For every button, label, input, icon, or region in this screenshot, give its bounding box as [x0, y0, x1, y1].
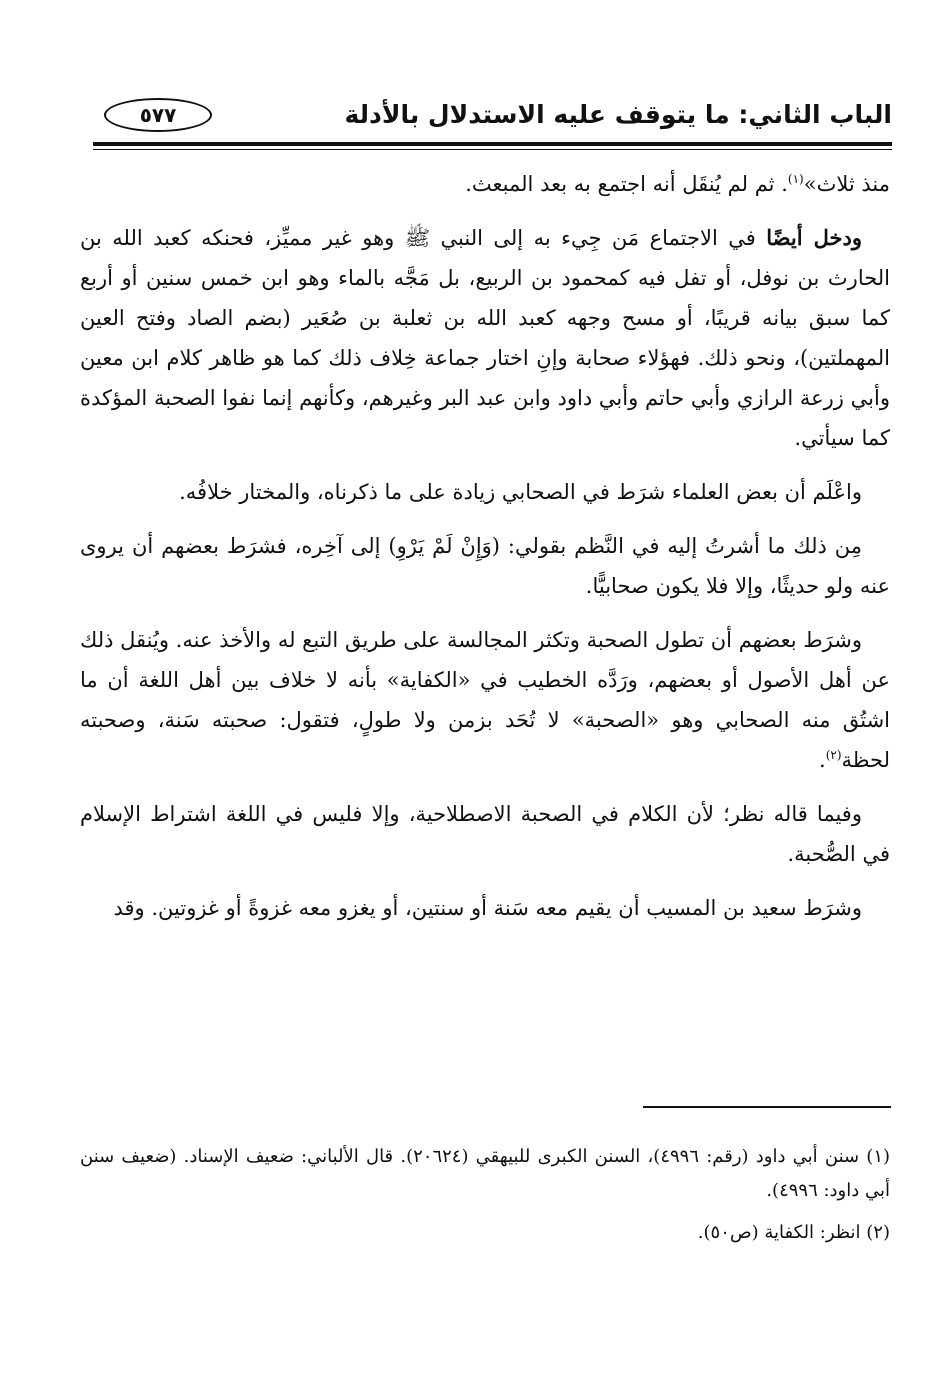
footnote-1: (١) سنن أبي داود (رقم: ٤٩٩٦)، السنن الكبرى للبيهقي (٢٠٦٢٤). قال الألباني: ضعيف الإسناد. (ضعيف سنن أبي داود: ٤٩٩٦). [80, 1146, 891, 1201]
paragraph-6: وفيما قاله نظر؛ لأن الكلام في الصحبة الاصطلاحية، وإلا فليس في اللغة اشتراط الإسلام في الصُّحبة. [80, 802, 890, 866]
footnote-separator [643, 1106, 891, 1108]
chapter-title: الباب الثاني: ما يتوقف عليه الاستدلال بالأدلة [344, 100, 892, 129]
paragraph-1-text-end: . ثم لم يُنقَل أنه اجتمع به بعد المبعث. [465, 172, 788, 196]
paragraph-2-text: في الاجتماع مَن جِيء به إلى النبي ﷺ وهو غير مميِّز، فحنكه كعبد الله بن الحارث بن نوفل، أو تفل فيه كمحمود بن الربيع، بل مَجَّه بالماء وهو ابن خمس سنين أو أربع كما سبق بيانه قريبًا، أو مسح وجهه كعبد الله بن ثعلبة بن صُعَير (بضم الصاد وفتح العين المهملتين)، ونحو ذلك. فهؤلاء صحابة وإنِ اختار جماعة خِلاف ذلك كما هو ظاهر كلام ابن معين وأبي زرعة الرازي وأبي حاتم وأبي داود وابن عبد البر وغيرهم، وكأنهم إنما نفوا الصحبة المؤكدة كما سيأتي. [80, 226, 890, 450]
paragraph-4: مِن ذلك ما أشرتُ إليه في النَّظم بقولي: (وَإِنْ لَمْ يَرْوِ) إلى آخِره، فشرَط بعضهم أن يروى عنه ولو حديثًا، وإلا فلا يكون صحابيًّا. [80, 534, 890, 598]
header-rule-thick [93, 142, 892, 146]
main-text [80, 164, 890, 942]
paragraph-3: واعْلَم أن بعض العلماء شرَط في الصحابي زيادة على ما ذكرناه، والمختار خلافُه. [179, 480, 862, 504]
paragraph-1-text: منذ ثلاث» [803, 172, 890, 196]
footnote-ref-2[interactable]: (٢) [825, 748, 842, 762]
paragraph-2 [80, 218, 890, 458]
page-number: ٥٧٧ [104, 98, 212, 132]
paragraph-5-text: وشرَط بعضهم أن تطول الصحبة وتكثر المجالسة على طريق التبع له والأخذ عنه. ويُنقل ذلك عن أهل الأصول أو بعضهم، ورَدَّه الخطيب في «الكفاية» بأنه لا خلاف بين أهل اللغة أن ما اشتُق منه الصحابي وهو «الصحبة» لا تُحَد بزمن ولا طولٍ، فتقول: صحبته سَنة، وصحبته لحظة [80, 628, 890, 772]
paragraph-2-lead: ودخل أيضًا [766, 225, 862, 250]
page-header [80, 92, 892, 140]
footnote-2: (٢) انظر: الكفاية (ص٥٠). [697, 1222, 890, 1243]
paragraph-7: وشرَط سعيد بن المسيب أن يقيم معه سَنة أو سنتين، أو يغزو معه غزوةً أو غزوتين. وقد [113, 896, 862, 920]
paragraph-5 [80, 620, 890, 780]
paragraph-5-end: . [819, 748, 826, 772]
footnote-ref-1[interactable]: (١) [787, 172, 804, 186]
paragraph-1 [80, 164, 890, 204]
footnotes [80, 1140, 890, 1258]
header-rule-thin [93, 149, 892, 150]
